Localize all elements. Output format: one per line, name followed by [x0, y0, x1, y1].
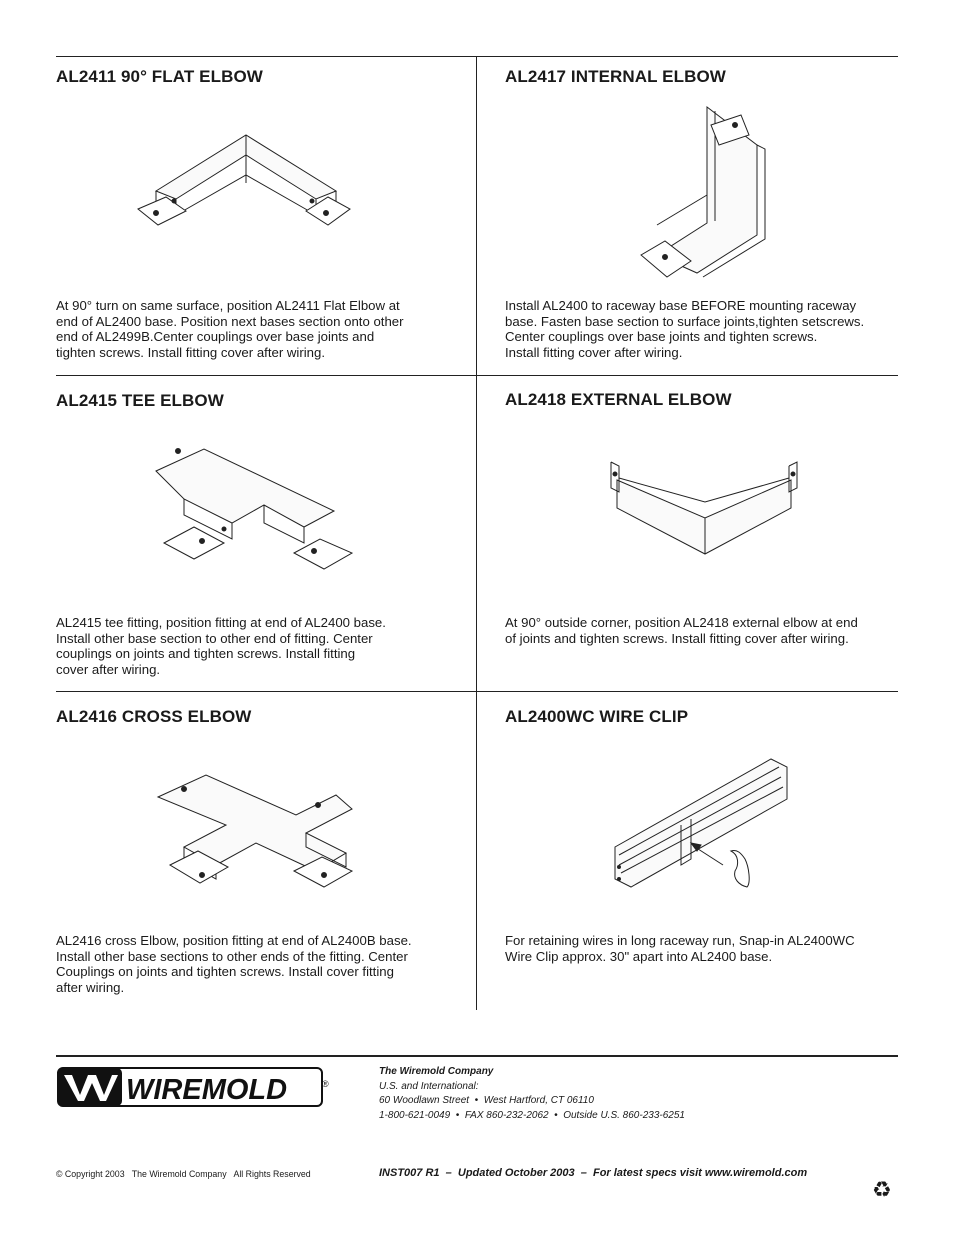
document-id-line: INST007 R1 – Updated October 2003 – For latest specs visit www.wiremold.com	[379, 1167, 808, 1179]
section-external-elbow	[505, 390, 905, 685]
internal-elbow-drawing	[637, 105, 767, 285]
logo-registered-mark: ®	[322, 1079, 329, 1089]
description-line: after wiring.	[56, 979, 125, 995]
section-title: AL2416 CROSS ELBOW	[56, 707, 252, 726]
description-line: Install other base sections to other ends of the fitting. Center	[56, 948, 408, 964]
tee-elbow-drawing	[154, 443, 359, 573]
description-line: Couplings on joints and tighten screws. Install cover fitting	[56, 964, 394, 980]
outside-us-number: Outside U.S. 860-233-6251	[563, 1109, 685, 1121]
description-line: cover after wiring.	[56, 661, 161, 677]
description-line: Center couplings over base joints and tighten screws.	[505, 329, 818, 345]
section-title: AL2418 EXTERNAL ELBOW	[505, 390, 732, 409]
section-description	[505, 615, 900, 646]
section-cross-elbow	[56, 707, 456, 1002]
section-wire-clip	[505, 707, 905, 1002]
description-line: At 90° outside corner, position AL2418 external elbow at end	[505, 615, 858, 630]
separator: •	[455, 1109, 460, 1121]
company-name: The Wiremold Company	[379, 1066, 494, 1077]
description-line: Install AL2400 to raceway base BEFORE mounting raceway	[505, 298, 857, 313]
description-line: Install other base section to other end of fitting. Center	[56, 630, 373, 646]
section-internal-elbow	[505, 67, 905, 372]
footer-rule	[56, 1055, 898, 1057]
description-line: Wire Clip approx. 30" apart into AL2400 base.	[505, 948, 773, 964]
row-divider-1	[56, 375, 898, 376]
phone-number: 1-800-621-0049	[379, 1109, 451, 1121]
section-tee-elbow	[56, 391, 456, 686]
cross-elbow-drawing	[156, 771, 356, 891]
top-rule	[56, 56, 898, 57]
description-line: At 90° turn on same surface, position AL2411 Flat Elbow at	[56, 298, 400, 313]
section-description	[505, 298, 900, 360]
wire-clip-drawing	[611, 755, 791, 900]
copyright-notice: © Copyright 2003 The Wiremold Company All Rights Reserved	[56, 1169, 311, 1179]
address-street: 60 Woodlawn Street	[379, 1095, 470, 1106]
company-phones	[379, 1109, 685, 1124]
section-title: AL2415 TEE ELBOW	[56, 391, 224, 410]
column-divider	[476, 57, 477, 1010]
section-title: AL2417 INTERNAL ELBOW	[505, 67, 726, 86]
company-region: U.S. and International:	[379, 1080, 479, 1092]
description-line: AL2415 tee fitting, position fitting at end of AL2400 base.	[56, 615, 386, 630]
company-address	[379, 1094, 685, 1109]
description-line: base. Fasten base section to surface joints,tighten setscrews.	[505, 313, 865, 329]
description-line: of joints and tighten screws. Install fitting cover after wiring.	[505, 630, 849, 646]
description-line: end of AL2400 base. Position next bases section onto other	[56, 313, 404, 329]
company-info	[379, 1065, 685, 1123]
external-elbow-drawing	[609, 458, 799, 558]
address-city: West Hartford, CT 06110	[483, 1095, 594, 1106]
flat-elbow-drawing	[136, 131, 356, 241]
description-line: For retaining wires in long raceway run, Snap-in AL2400WC	[505, 933, 855, 948]
wiremold-logo	[56, 1065, 331, 1114]
section-title: AL2400WC WIRE CLIP	[505, 707, 689, 726]
description-line: tighten screws. Install fitting cover after wiring.	[56, 344, 325, 360]
section-flat-elbow	[56, 67, 456, 372]
description-line: couplings on joints and tighten screws. Install fitting	[56, 646, 356, 662]
row-divider-2	[56, 691, 898, 692]
description-line: Install fitting cover after wiring.	[505, 344, 683, 360]
section-description	[505, 933, 900, 964]
description-line: end of AL2499B.Center couplings over base joints and	[56, 329, 375, 345]
description-line: AL2416 cross Elbow, position fitting at end of AL2400B base.	[56, 933, 412, 948]
section-title: AL2411 90° FLAT ELBOW	[56, 67, 263, 86]
fax-number: FAX 860-232-2062	[464, 1109, 549, 1121]
separator: •	[554, 1109, 558, 1121]
separator: •	[474, 1095, 479, 1106]
section-description	[56, 298, 451, 360]
logo-wordmark: WIREMOLD	[126, 1074, 288, 1106]
section-description	[56, 933, 451, 995]
recycle-icon: ♻	[872, 1177, 892, 1202]
section-description	[56, 615, 451, 677]
